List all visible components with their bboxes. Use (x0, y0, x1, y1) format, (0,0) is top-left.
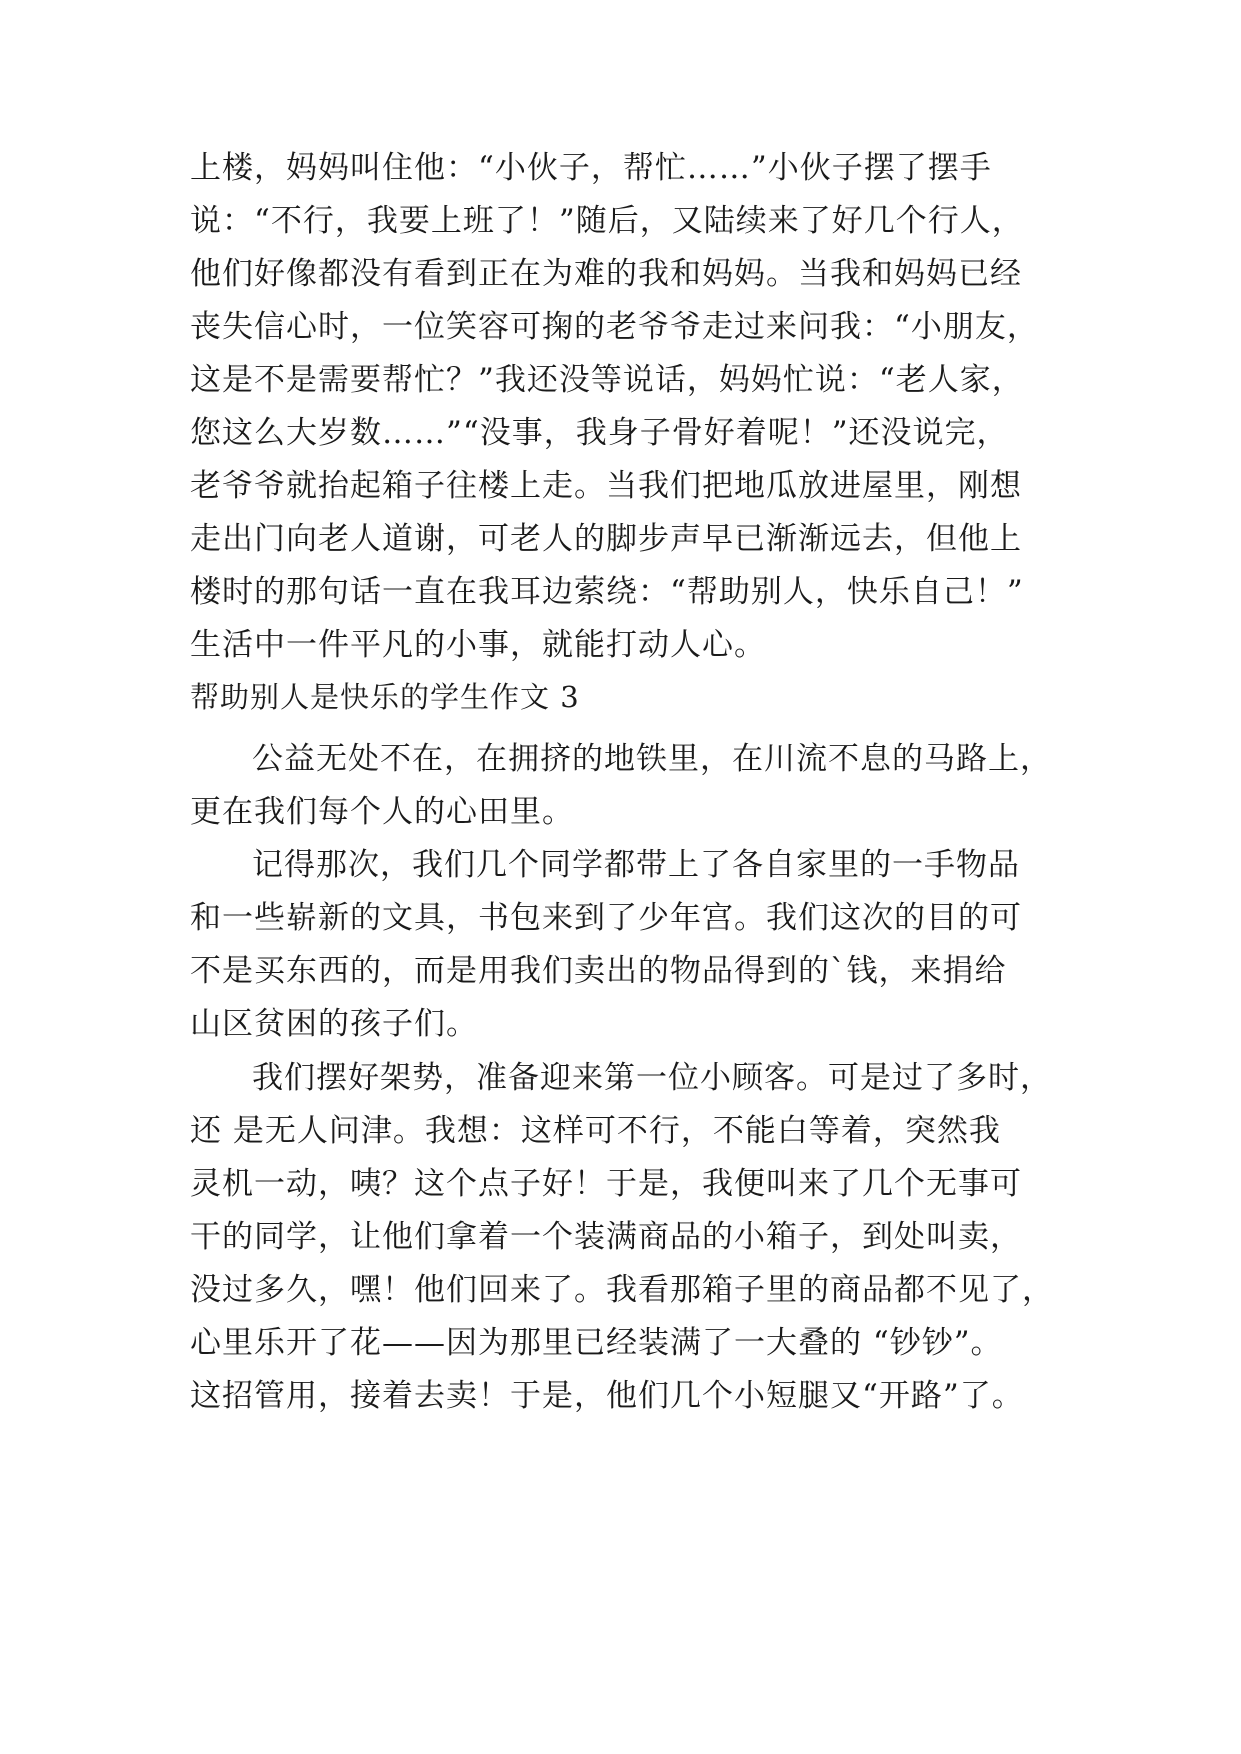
section-heading: 帮助别人是快乐的学生作文 3 (190, 680, 580, 714)
paragraph-1-line-8: 走出门向老人道谢，可老人的脚步声早已渐渐远去，但他上 (190, 521, 1022, 557)
paragraph-1-line-7: 老爷爷就抬起箱子往楼上走。当我们把地瓜放进屋里，刚想 (190, 468, 1022, 504)
paragraph-4-line-3: 灵机一动，咦？这个点子好！于是，我便叫来了几个无事可 (190, 1166, 1022, 1202)
paragraph-2-line-1: 公益无处不在，在拥挤的地铁里，在川流不息的马路上， (252, 741, 1052, 777)
paragraph-1-line-1: 上楼，妈妈叫住他：“小伙子，帮忙……”小伙子摆了摆手 (190, 150, 992, 186)
paragraph-3-line-1: 记得那次，我们几个同学都带上了各自家里的一手物品 (252, 847, 1020, 883)
paragraph-1-line-2: 说：“不行，我要上班了！”随后，又陆续来了好几个行人， (190, 203, 1024, 239)
paragraph-2-line-2: 更在我们每个人的心田里。 (190, 794, 574, 830)
paragraph-1-line-9: 楼时的那句话一直在我耳边萦绕：“帮助别人，快乐自己！” (190, 574, 1024, 610)
paragraph-4-line-4: 干的同学，让他们拿着一个装满商品的小箱子，到处叫卖， (190, 1219, 1022, 1255)
paragraph-1-line-3: 他们好像都没有看到正在为难的我和妈妈。当我和妈妈已经 (190, 256, 1022, 292)
paragraph-4-line-1: 我们摆好架势，准备迎来第一位小顾客。可是过了多时， (252, 1060, 1052, 1096)
paragraph-1-line-6: 您这么大岁数……”“没事，我身子骨好着呢！”还没说完， (190, 415, 1009, 451)
paragraph-3-line-3: 不是买东西的，而是用我们卖出的物品得到的`钱，来捐给 (190, 953, 1007, 989)
paragraph-4-line-7: 这招管用，接着去卖！于是，他们几个小短腿又“开路”了。 (190, 1378, 1024, 1414)
paragraph-4-line-2: 还 是无人问津。我想：这样可不行，不能白等着，突然我 (190, 1113, 1001, 1149)
paragraph-1-line-10: 生活中一件平凡的小事，就能打动人心。 (190, 627, 766, 663)
paragraph-4-line-5: 没过多久，嘿！他们回来了。我看那箱子里的商品都不见了， (190, 1272, 1054, 1308)
paragraph-4-line-6: 心里乐开了花——因为那里已经装满了一大叠的 “钞钞”。 (190, 1325, 1003, 1361)
paragraph-3-line-2: 和一些崭新的文具，书包来到了少年宫。我们这次的目的可 (190, 900, 1022, 936)
paragraph-1-line-5: 这是不是需要帮忙？”我还没等说话，妈妈忙说：“老人家， (190, 362, 1024, 398)
paragraph-1-line-4: 丧失信心时，一位笑容可掬的老爷爷走过来问我：“小朋友， (190, 309, 1039, 345)
paragraph-3-line-4: 山区贫困的孩子们。 (190, 1006, 478, 1042)
